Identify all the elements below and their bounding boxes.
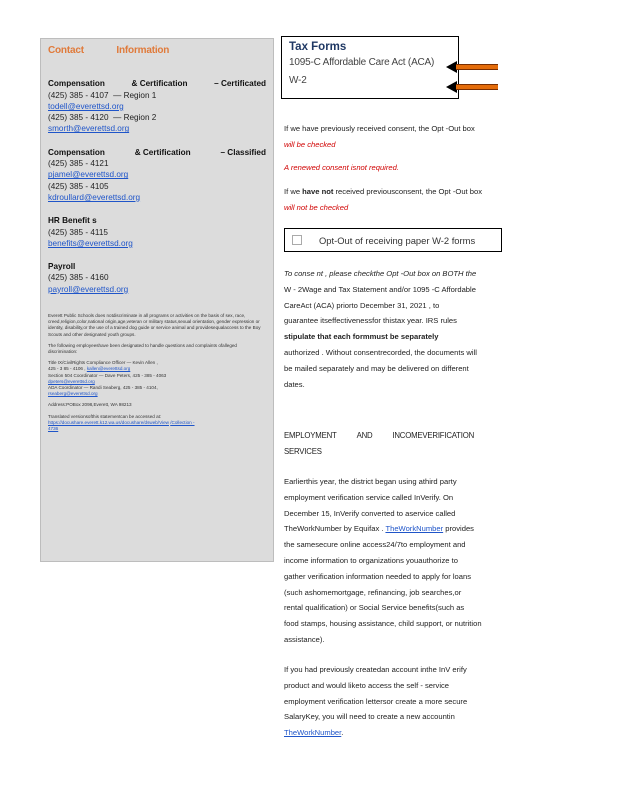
text-line: To conse nt , please checkthe Opt -Out box on BOTH the: [284, 269, 477, 278]
heading-part: Compensation: [48, 147, 105, 157]
contact-line: ADA Coordinator — Randi Seaberg, 425 - 385 - 4104,: [48, 385, 158, 391]
contact-title-a: Contact: [48, 45, 84, 56]
heading-part: INCOMEVERIFICATION: [392, 431, 474, 440]
text-line: be mailed separately and may be delivered on different: [284, 363, 469, 373]
text-line: food stamps, housing assistance, child support, or nutrition: [284, 619, 482, 629]
opt-out-checkbox[interactable]: [292, 235, 302, 245]
heading-part: & Certification: [134, 147, 191, 157]
heading-part: Compensation: [48, 79, 105, 89]
consent-paragraph-1: [284, 121, 584, 153]
employment-paragraph: [284, 474, 584, 648]
phone-line: [48, 112, 266, 123]
email-link[interactable]: rseaberg@everettsd.org: [48, 391, 98, 397]
phone: (425) 385 - 4120: [48, 113, 109, 123]
text: received previousconsent, the Opt -Out box: [335, 187, 483, 196]
renewed-consent-note: A renewed consent isnot required.: [284, 163, 399, 172]
region: — Region 1: [113, 90, 157, 100]
phone-line: [48, 90, 266, 101]
red-note: will not be checked: [284, 202, 349, 212]
text-line: [284, 725, 584, 741]
text-line: December 15, InVerify converted to aservice called: [284, 508, 456, 518]
text-line: employment verification lettersor create a more secure: [284, 696, 468, 706]
translation-link[interactable]: https://docushare.everett.k12.wa.us/docushare/dsweb/View: [48, 419, 169, 425]
phone: (425) 385 - 4115: [48, 227, 108, 237]
tax-form-w2[interactable]: W-2: [289, 75, 307, 86]
employment-section-heading: [284, 428, 584, 460]
phone: (425) 385 - 4105: [48, 181, 109, 191]
heading-part: AND: [356, 431, 373, 440]
contact-title-b: Information: [116, 45, 170, 56]
text: provides: [445, 524, 474, 534]
text: If we: [284, 187, 301, 196]
email-link[interactable]: pjamel@everettsd.org: [48, 170, 129, 180]
heading-part: & Certification: [131, 79, 188, 89]
notice-paragraph: The following employeeshave been designated to handle questions and complaints ofalleged discrimination:: [48, 342, 237, 355]
contact-line: Section 504 Coordinator — Dave Peters, 425 - 385 - 4063: [48, 372, 167, 378]
email-link[interactable]: benefits@everettsd.org: [48, 238, 133, 248]
text-line: income information to organizations youauthorize to: [284, 555, 458, 565]
email-link[interactable]: kallen@everettsd.org: [86, 366, 131, 372]
text-line: If we have previously received consent, the Opt -Out box: [284, 124, 475, 133]
inverify-paragraph: [284, 662, 584, 741]
text-line: employment verification service called InVerify. On: [284, 492, 454, 502]
text-line: [284, 521, 584, 537]
contact-line: 425 - 3 85 - 4106 ,: [48, 366, 86, 372]
opt-out-label: Opt-Out of receiving paper W-2 forms: [319, 234, 476, 246]
theworknumber-link[interactable]: TheWorkNumber: [284, 728, 342, 738]
text-line: [284, 184, 584, 200]
text-line: SalaryKey, you will need to create a new accountin: [284, 712, 455, 722]
notice-paragraph: Everett Public Schools does notdiscriminate in all programs or activities on the basis of sex, race, creed,religion,color,national origin,age,veteran or military status,sexual orientation, gender expression or identity, disability,or the use of a trained dog guide or service animal and providesequalaccess to the Boy Scouts and other designated youth groups.: [48, 313, 261, 337]
text-line: W - 2Wage and Tax Statement and/or 1095 -C Affordable: [284, 284, 476, 294]
text-line: authorized . Without consentrecorded, the documents will: [284, 347, 477, 357]
translation-text: Translated versionsofthis statementcan be accessed at:: [48, 413, 162, 419]
text-line: (such ashomemortgage, refinancing, job searches,or: [284, 587, 462, 597]
text-line: stipulate that each formmust be separately: [284, 332, 439, 342]
text-line: guarantee itseffectivenessfor thistax year. IRS rules: [284, 316, 457, 326]
opt-out-control[interactable]: [284, 228, 502, 252]
address-line: Address:POBox 2098,Everett, WA 98213: [48, 402, 132, 408]
heading-part: – Certificated: [214, 79, 266, 89]
contact-panel: [40, 38, 274, 562]
phone: (425) 385 - 4121: [48, 159, 109, 169]
phone: (425) 385 - 4107: [48, 90, 109, 100]
block-heading: [48, 147, 266, 158]
email-link[interactable]: todell@everettsd.org: [48, 101, 124, 111]
text-line: the samesecure online access24/7to employment and: [284, 540, 466, 550]
contact-line: Title IX/CivilRights Compliance Officer — Kevin Allen ,: [48, 360, 158, 366]
phone: (425) 385 - 4160: [48, 273, 109, 283]
translation-link[interactable]: 4736: [48, 426, 59, 432]
payroll-block: [48, 261, 266, 295]
email-link[interactable]: payroll@everettsd.org: [48, 284, 129, 294]
text-line: rental qualification) or Social Service benefits(such as: [284, 603, 465, 613]
bold-text: have not: [302, 187, 334, 196]
comp-certificated-block: [48, 78, 266, 134]
comp-classified-block: [48, 147, 266, 203]
red-note: will be checked: [284, 139, 336, 149]
heading-part: – Classified: [220, 147, 266, 157]
text-line: assistance).: [284, 634, 325, 644]
heading-part: EMPLOYMENT: [284, 431, 337, 440]
arrow-left-icon: [446, 61, 500, 73]
text-line: dates.: [284, 379, 305, 389]
text-line: If you had previously createdan account inthe InV erify: [284, 665, 467, 674]
block-heading: Payroll: [48, 262, 76, 272]
email-link[interactable]: kdroullard@everettsd.org: [48, 192, 141, 202]
tax-form-aca[interactable]: 1095-C Affordable Care Act (ACA): [289, 57, 435, 68]
heading-line: [284, 428, 474, 444]
region: — Region 2: [113, 113, 157, 123]
consent-instructions: [284, 266, 584, 392]
text-line: Earlierthis year, the district began using athird party: [284, 477, 457, 486]
text-line: product and would liketo access the self - service: [284, 680, 450, 690]
text-line: gather verification information needed to apply for loans: [284, 571, 472, 581]
notice-contacts: [48, 360, 266, 397]
tax-forms-box: [281, 36, 459, 99]
contact-title: [48, 45, 266, 56]
email-link[interactable]: dpeters@everettsd.org: [48, 378, 95, 384]
tax-forms-title: Tax Forms: [289, 41, 347, 53]
text: .: [341, 728, 344, 738]
heading-part: SERVICES: [284, 447, 322, 456]
text: TheWorkNumber by Equifax .: [284, 524, 384, 534]
nondiscrimination-notice: [48, 313, 266, 432]
hr-benefits-block: [48, 215, 266, 249]
translation-note: [48, 414, 266, 433]
email-link[interactable]: smorth@everettsd.org: [48, 124, 130, 134]
block-heading: HR Benefit s: [48, 216, 97, 226]
translation-link[interactable]: /Collection -: [170, 419, 195, 425]
arrow-left-icon: [446, 81, 500, 93]
theworknumber-link[interactable]: TheWorkNumber: [385, 524, 444, 534]
consent-paragraph-3: [284, 184, 584, 216]
text-line: CareAct (ACA) priorto December 31, 2021 , to: [284, 300, 440, 310]
block-heading: [48, 78, 266, 89]
